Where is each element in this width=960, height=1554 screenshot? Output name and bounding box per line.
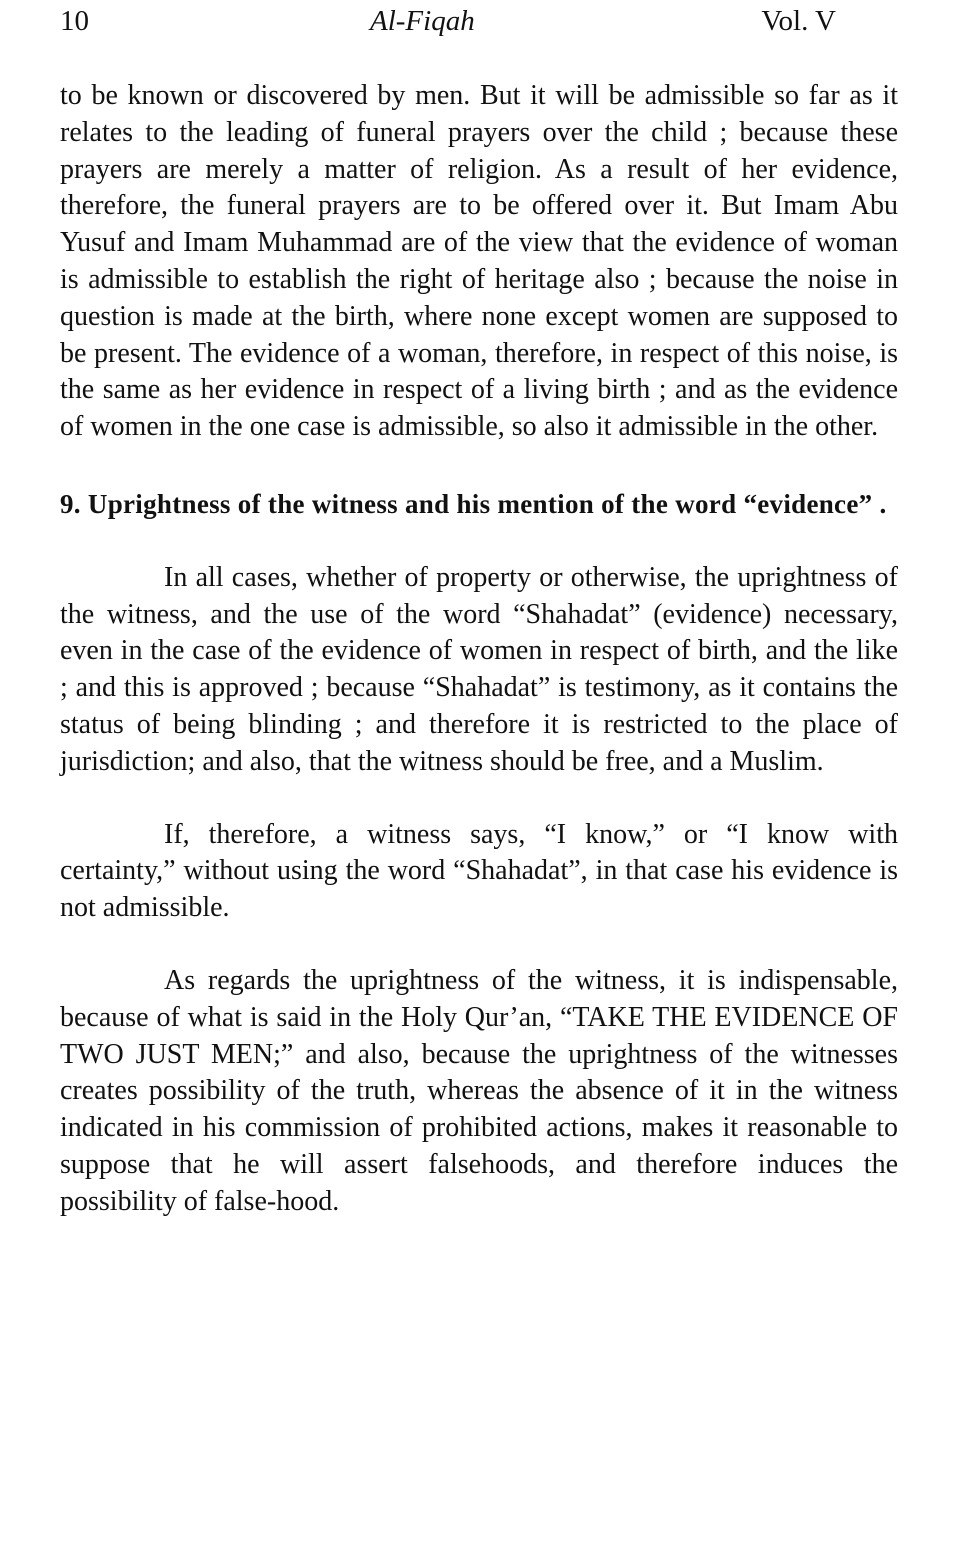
page-number: 10 xyxy=(60,5,89,37)
volume-label: Vol. V xyxy=(761,5,836,37)
section-heading: 9. Uprightness of the witness and his mention of the word “evidence” . xyxy=(60,488,887,519)
paragraph-continued: to be known or discovered by men. But it will be admissible so far as it relates to the leading of funeral prayers over the child ; because these prayers are merely a matter of religion. As a result of her evidence, therefore, the funeral prayers are to be offered over it. But Imam Abu Yusuf and Imam Muhammad are of the view that the evidence of woman is admissible to establish the right of heritage also ; because the noise in question is made at the birth, where none except women are supposed to be present. The evidence of a woman, therefore, in respect of this noise, is the same as her evidence in respect of a living birth ; and as the evidence of women in the one case is admissible, so also it admissible in the other. xyxy=(60,80,898,443)
book-title: Al-Fiqah xyxy=(370,5,475,37)
body-text xyxy=(60,78,898,1221)
document-page xyxy=(60,0,898,1221)
paragraph-uprightness: In all cases, whether of property or otherwise, the uprightness of the witness, and the use of the word “Shahadat” (evidence) necessary, even in the case of the evidence of women in respect of birth, and the like ; and this is approved ; because “Shahadat” is testimony, as it contains the status of being blinding ; and therefore it is restricted to the place of jurisdiction; and also, that the witness should be free, and a Muslim. xyxy=(60,561,898,777)
paragraph-as-regards: As regards the uprightness of the witness, it is indispensable, because of what is said in the Holy Qur’an, “TAKE THE EVIDENCE OF TWO JUST MEN;” and also, because the uprightness of the witnesses creates possibility of the truth, whereas the absence of it in the witness indicated in his commission of prohibited actions, makes it reasonable to suppose that he will assert falsehoods, and therefore induces the possibility of false-hood. xyxy=(60,964,898,1217)
running-header xyxy=(60,0,898,40)
paragraph-witness-says: If, therefore, a witness says, “I know,” or “I know with certainty,” without using the word “Shahadat”, in that case his evidence is not admissible. xyxy=(60,818,898,924)
